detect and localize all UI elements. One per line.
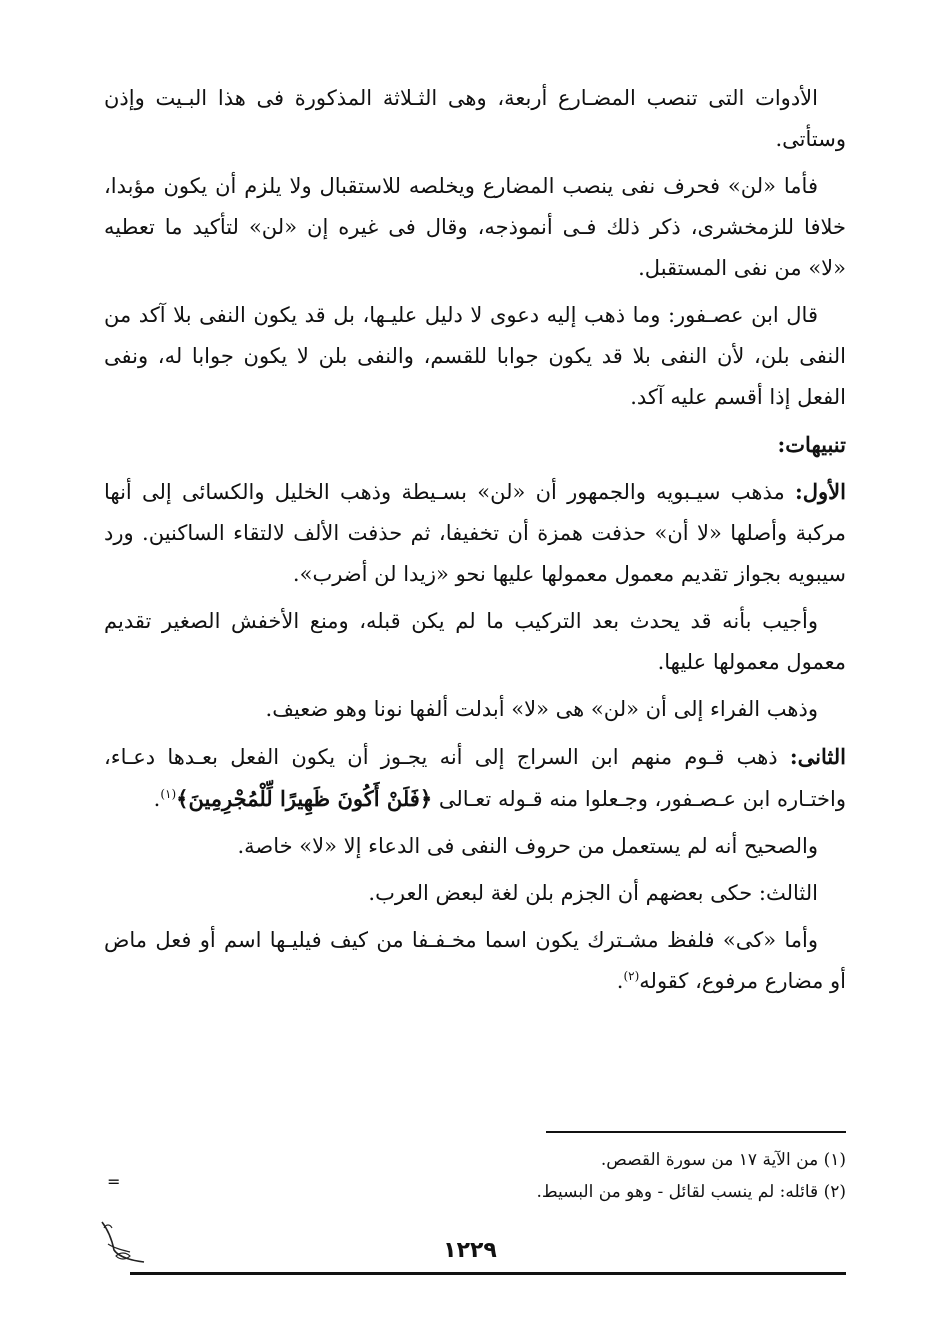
footnotes <box>440 1144 846 1208</box>
continuation-mark: = <box>107 1172 121 1191</box>
paragraph-reply: وأجيب بأنه قد يحدث بعد التركيب ما لم يكن قبله، ومنع الأخفش الصغير تقديم معمول معمولها عليها. <box>104 609 846 674</box>
paragraph-farra: وذهب الفراء إلى أن «لن» هى «لا» أبدلت ألفها نونا وهو ضعيف. <box>265 697 818 721</box>
paragraph-ibn-usfur: قال ابن عصـفور: وما ذهب إليه دعوى لا دليل عليـها، بل قد يكون النفى بلا آكد من النفى بلن، لأن النفى بلا قد يكون جوابا للقسم، والنفى بلن لا يكون جوابا له، ونفى الفعل إذا أقسم عليه آكد. <box>104 303 846 409</box>
page-number: ١٢٢٩ <box>443 1238 497 1263</box>
kay-end: . <box>616 969 624 993</box>
first-text: مذهب سيـبويه والجمهور أن «لن» بسـيطة وذهب الخليل والكسائى إلى أنها مركبة وأصلها «لا أن» حذفت همزة أن تخفيفا، ثم حذفت الألف لالتقاء الساكنين. ورد سيبويه بجواز تقديم معمول معمولها عليها نحو «زيدا لن أضرب». <box>104 480 846 586</box>
footnote-ref-1: (١) <box>160 787 177 801</box>
quran-verse: ﴿فَلَنْ أَكُونَ ظَهِيرًا لِّلْمُجْرِمِينَ﴾ <box>176 786 433 811</box>
section-heading: تنبيهات: <box>777 432 846 457</box>
paragraph-second <box>104 736 846 820</box>
ornament-icon <box>94 1210 154 1270</box>
second-end: . <box>153 787 161 811</box>
kay-text: وأما «كى» فلفظ مشـترك يكون اسما مخـفـفا من كيف فيليـها اسم أو فعل ماض أو مضارع مرفوع، كقوله <box>104 928 846 993</box>
paragraph-intro: الأدوات التى تنصب المضـارع أربعة، وهى الثـلاثة المذكورة فى هذا البـيت وإذن وستأتى. <box>104 86 846 151</box>
paragraph-lan: فأما «لن» فحرف نفى ينصب المضارع ويخلصه للاستقبال ولا يلزم أن يكون مؤبدا، خلافا للزمخشرى، ذكر ذلك فـى أنموذجه، وقال فى غيره إن «لن» لتأكيد ما تعطيه «لا» من نفى المستقبل. <box>104 174 846 280</box>
first-label: الأول: <box>795 479 846 504</box>
paragraph-first <box>104 471 846 595</box>
second-label: الثانى: <box>789 744 846 769</box>
paragraph-third: الثالث: حكى بعضهم أن الجزم بلن لغة لبعض العرب. <box>368 881 818 905</box>
paragraph-correct: والصحيح أنه لم يستعمل من حروف النفى فى الدعاء إلا «لا» خاصة. <box>237 834 818 858</box>
paragraph-kay <box>104 920 846 1002</box>
footnote-1: (١) من الآية ١٧ من سورة القصص. <box>600 1150 846 1170</box>
bottom-rule <box>130 1272 846 1275</box>
second-text: ذهب قـوم منهم ابن السراج إلى أنه يجـوز أن يكون الفعل بعـدها دعـاء، واختـاره ابن عـصـفور، وجـعلوا منه قـوله تعـالى <box>104 745 846 811</box>
footnote-2: (٢) قائله: لم ينسب لقائل - وهو من البسيط. <box>536 1182 846 1202</box>
page-body <box>104 78 846 1008</box>
footnote-divider <box>546 1131 846 1133</box>
footnote-ref-2: (٢) <box>623 969 640 983</box>
